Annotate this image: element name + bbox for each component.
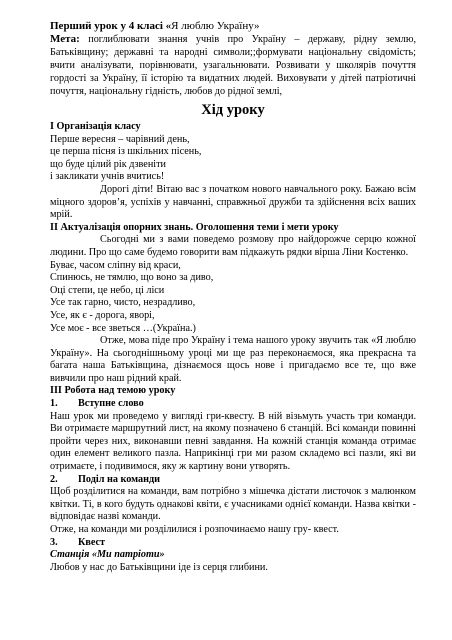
topic-paragraph: Отже, мова піде про Україну і тема нашого уроку звучить так «Я люблю Україну». На сьогоднішньому уроці ми ще раз переконаємося, яка прекрасна та багата наша Батьківщина, дізнаємося щось нове і пригадаємо все те, що вже вивчили про наш рідний край. (50, 335, 416, 384)
teams-conclusion: Отже, на команди ми розділилися і розпочинаємо нашу гру- квест. (50, 524, 339, 535)
poem-line: що буде цілий рік дзвеніти (50, 158, 167, 170)
lesson-goal: Мета: поглиблювати знання учнів про Україну – державу, рідну землю, Батьківщину; державні та народні символи;;формувати національну свідомість; вчити аналізувати, порівнювати, узагальнювати. Розвивати у школярів почуття гордості за Україну, її історію та видатних людей. Виховувати у дітей патріотичні почуття, національну гідність, любов до рідної землі, (50, 33, 416, 97)
intro-paragraph: Сьогодні ми з вами поведемо розмову про найдорожче серцю кожної людини. Про що саме будемо говорити вам підкажуть рядки вірша Ліни Костенко. (50, 234, 416, 258)
poem-line: і закликати учнів вчитись! (50, 171, 165, 183)
lesson-title: Перший урок у 4 класі «Я люблю Україну» (50, 20, 260, 32)
poem-line: це перша пісня із шкільних пісень, (50, 146, 202, 158)
poem-line: Усе моє - все зветься …(Україна.) (50, 322, 196, 334)
poem-line: Усе, як є - дорога, яворі, (50, 309, 155, 321)
section-actualization: ІІ Актуалізація опорних знань. Оголошення теми і мети уроку (50, 221, 339, 233)
poem-line: Усе так гарно, чисто, незрадливо, (50, 297, 196, 309)
lesson-heading: Хід уроку (201, 102, 265, 118)
station-title: Станція «Ми патріоти» (50, 549, 165, 561)
poem-line: Буває, часом сліпну від краси, (50, 259, 181, 271)
poem-line: Спинюсь, не тямлю, що воно за диво, (50, 272, 214, 284)
teams-paragraph: Щоб розділитися на команди, вам потрібно з мішечка дістати листочок з малюнком квітки. Ті, в кого будуть однакові квіти, є учасниками однієї команди. Назва квітки - відповідає назві команди. (50, 486, 416, 523)
station-text: Любов у нас до Батьківщини іде із серця глибини. (50, 561, 268, 573)
item-heading-teams: 2. Поділ на команди (50, 473, 160, 485)
item-heading-intro: 1. Вступне слово (50, 398, 144, 410)
poem-line: Перше вересня – чарівний день, (50, 133, 190, 145)
section-organization: І Організація класу (50, 121, 141, 132)
item-heading-quest: 3. Квест (50, 536, 106, 548)
document-page (50, 19, 416, 574)
greeting-paragraph: Дорогі діти! Вітаю вас з початком нового навчального року. Бажаю всім міцного здоров’я, успіхів у навчанні, справжньої дружби та здійснення всіх ваших мрій. (50, 183, 416, 221)
poem-first-september (50, 134, 416, 184)
intro-word-paragraph: Наш урок ми проведемо у вигляді гри-квесту. В ній візьмуть участь три команди. Ви отримаєте маршрутний лист, на якому позначено 6 станцій. Всі команди повинні пройти через них, виконавши певні завдання. На кожній станція команда отримає один елемент великого пазла. Наприкінці гри ми разом складемо всі пазли, які ви отримаєте, і подивимося, яку ж картину вони утворять. (50, 410, 416, 473)
poem-line: Оці степи, це небо, ці ліси (50, 284, 165, 296)
section-main-work: ІІІ Робота над темою уроку (50, 385, 176, 397)
poem-kostenko (50, 260, 416, 336)
